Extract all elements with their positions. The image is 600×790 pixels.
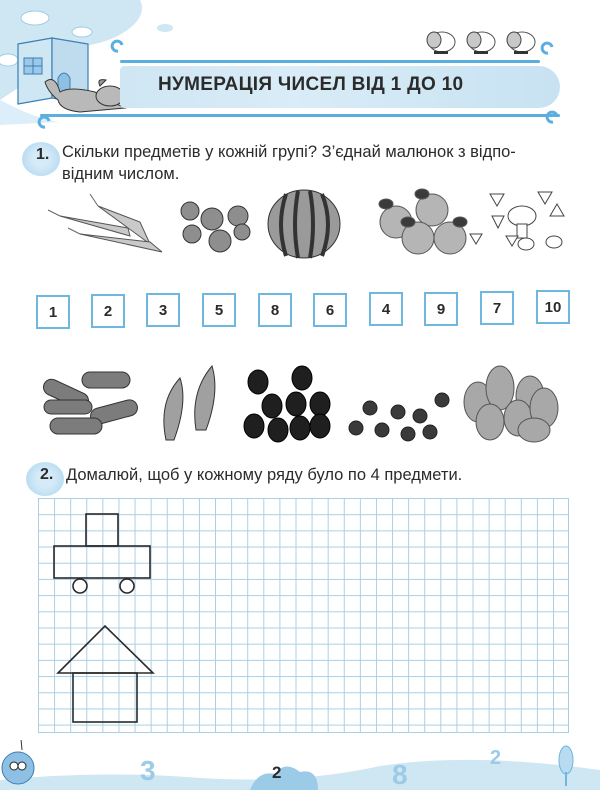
footer-decoration [0, 740, 600, 790]
task-2-number: 2. [40, 466, 54, 483]
digit-3: 3 [140, 755, 156, 786]
number-box-5[interactable]: 8 [258, 293, 292, 327]
number-box-3[interactable]: 3 [146, 293, 180, 327]
hedgehog-umbrella-icon [2, 740, 36, 784]
number-box-8[interactable]: 9 [424, 292, 458, 326]
apples-picture [379, 189, 467, 254]
strawberries-picture [181, 202, 250, 252]
bottom-pictures-row [30, 352, 570, 444]
number-box-9[interactable]: 7 [480, 291, 514, 325]
task-1-number: 1. [36, 146, 50, 163]
number-box-1[interactable]: 1 [36, 295, 70, 329]
number-box-4[interactable]: 5 [202, 293, 236, 327]
sheep-group [427, 32, 535, 54]
digit-2: 2 [490, 747, 502, 769]
cherries-picture [349, 393, 449, 441]
top-pictures-row [30, 186, 570, 260]
number-box-2[interactable]: 2 [91, 294, 125, 328]
number-box-6[interactable]: 6 [313, 293, 347, 327]
title-rule-bottom [40, 114, 560, 117]
cucumbers-picture [41, 372, 139, 434]
mushrooms-picture [470, 192, 564, 250]
pears-picture [464, 366, 558, 442]
task-1-instruction-line1: Скільки предметів у кожній групі? З’єднай малюнок з відпо- [62, 143, 516, 161]
task-2-instruction: Домалюй, щоб у кожному ряду було по 4 предмети. [66, 466, 463, 484]
plums-picture [244, 366, 330, 442]
header-decoration [0, 0, 600, 130]
number-boxes-row [36, 293, 566, 329]
drawing-grid[interactable] [38, 498, 569, 733]
watermelon-picture [268, 190, 340, 258]
digit-8: 8 [392, 759, 408, 790]
task-1-instruction-line2: відним числом. [62, 165, 180, 183]
corn-picture [164, 366, 215, 440]
carrots-picture [48, 194, 162, 252]
page-title: НУМЕРАЦІЯ ЧИСЕЛ ВІД 1 ДО 10 [158, 74, 464, 95]
page-number: 2 [272, 763, 282, 782]
number-box-7[interactable]: 4 [369, 292, 403, 326]
title-rule-top [120, 60, 540, 63]
number-box-10[interactable]: 10 [536, 290, 570, 324]
